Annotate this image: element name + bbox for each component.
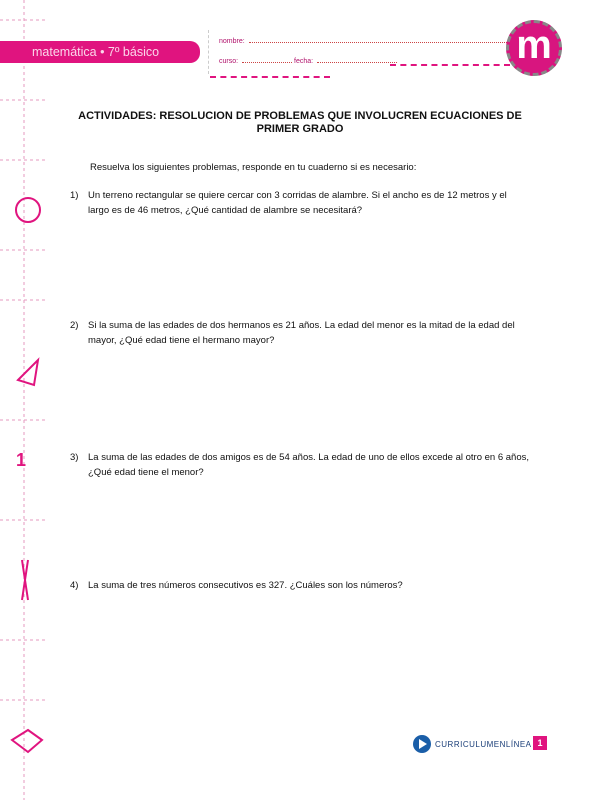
date-label: fecha: — [294, 58, 314, 65]
question-1 — [70, 188, 530, 218]
question-text: La suma de las edades de dos amigos es de 54 años. La edad de uno de ellos excede al otro en 6 años, ¿Qué edad tiene el menor? — [88, 452, 530, 478]
subject-banner: matemática • 7º básico — [0, 41, 200, 63]
question-text: La suma de tres números consecutivos es 327. ¿Cuáles son los números? — [88, 580, 403, 591]
protractor-icon — [16, 198, 40, 222]
divider — [390, 64, 510, 66]
question-3 — [70, 450, 530, 480]
instructions: Resuelva los siguientes problemas, responde en tu cuaderno si es necesario: — [90, 162, 417, 173]
name-field[interactable] — [219, 38, 509, 45]
compass-icon — [22, 560, 28, 600]
play-icon — [413, 735, 431, 753]
question-2 — [70, 318, 530, 348]
question-number: 1) — [70, 190, 79, 201]
math-logo: m — [506, 20, 562, 76]
page-number: 1 — [533, 736, 547, 750]
course-label: curso: — [219, 58, 239, 65]
question-text: Si la suma de las edades de dos hermanos es 21 años. La edad del menor es la mitad de la edad del mayor, ¿Qué edad tiene el hermano mayor? — [88, 320, 515, 346]
page-title: ACTIVIDADES: RESOLUCION DE PROBLEMAS QUE INVOLUCREN ECUACIONES DE PRIMER GRADO — [78, 110, 522, 135]
question-4 — [70, 578, 530, 593]
svg-text:1: 1 — [16, 450, 27, 470]
triangle-ruler-icon — [18, 360, 38, 385]
question-text: Un terreno rectangular se quiere cercar con 3 corridas de alambre. Si el ancho es de 12 metros y el largo es de 46 metros, ¿Qué cantidad de alambre se necesitará? — [88, 190, 507, 216]
student-info-box — [208, 30, 519, 74]
divider — [210, 76, 330, 78]
question-number: 4) — [70, 580, 79, 591]
question-number: 2) — [70, 320, 79, 331]
name-label: nombre: — [219, 38, 245, 45]
cube-net-icon — [12, 730, 42, 752]
brand-name: CURRICULUMENLÍNEA — [435, 739, 532, 749]
question-number: 3) — [70, 452, 79, 463]
curriculum-logo — [413, 735, 532, 753]
course-date-field[interactable] — [219, 58, 397, 65]
margin-decoration — [0, 0, 48, 800]
